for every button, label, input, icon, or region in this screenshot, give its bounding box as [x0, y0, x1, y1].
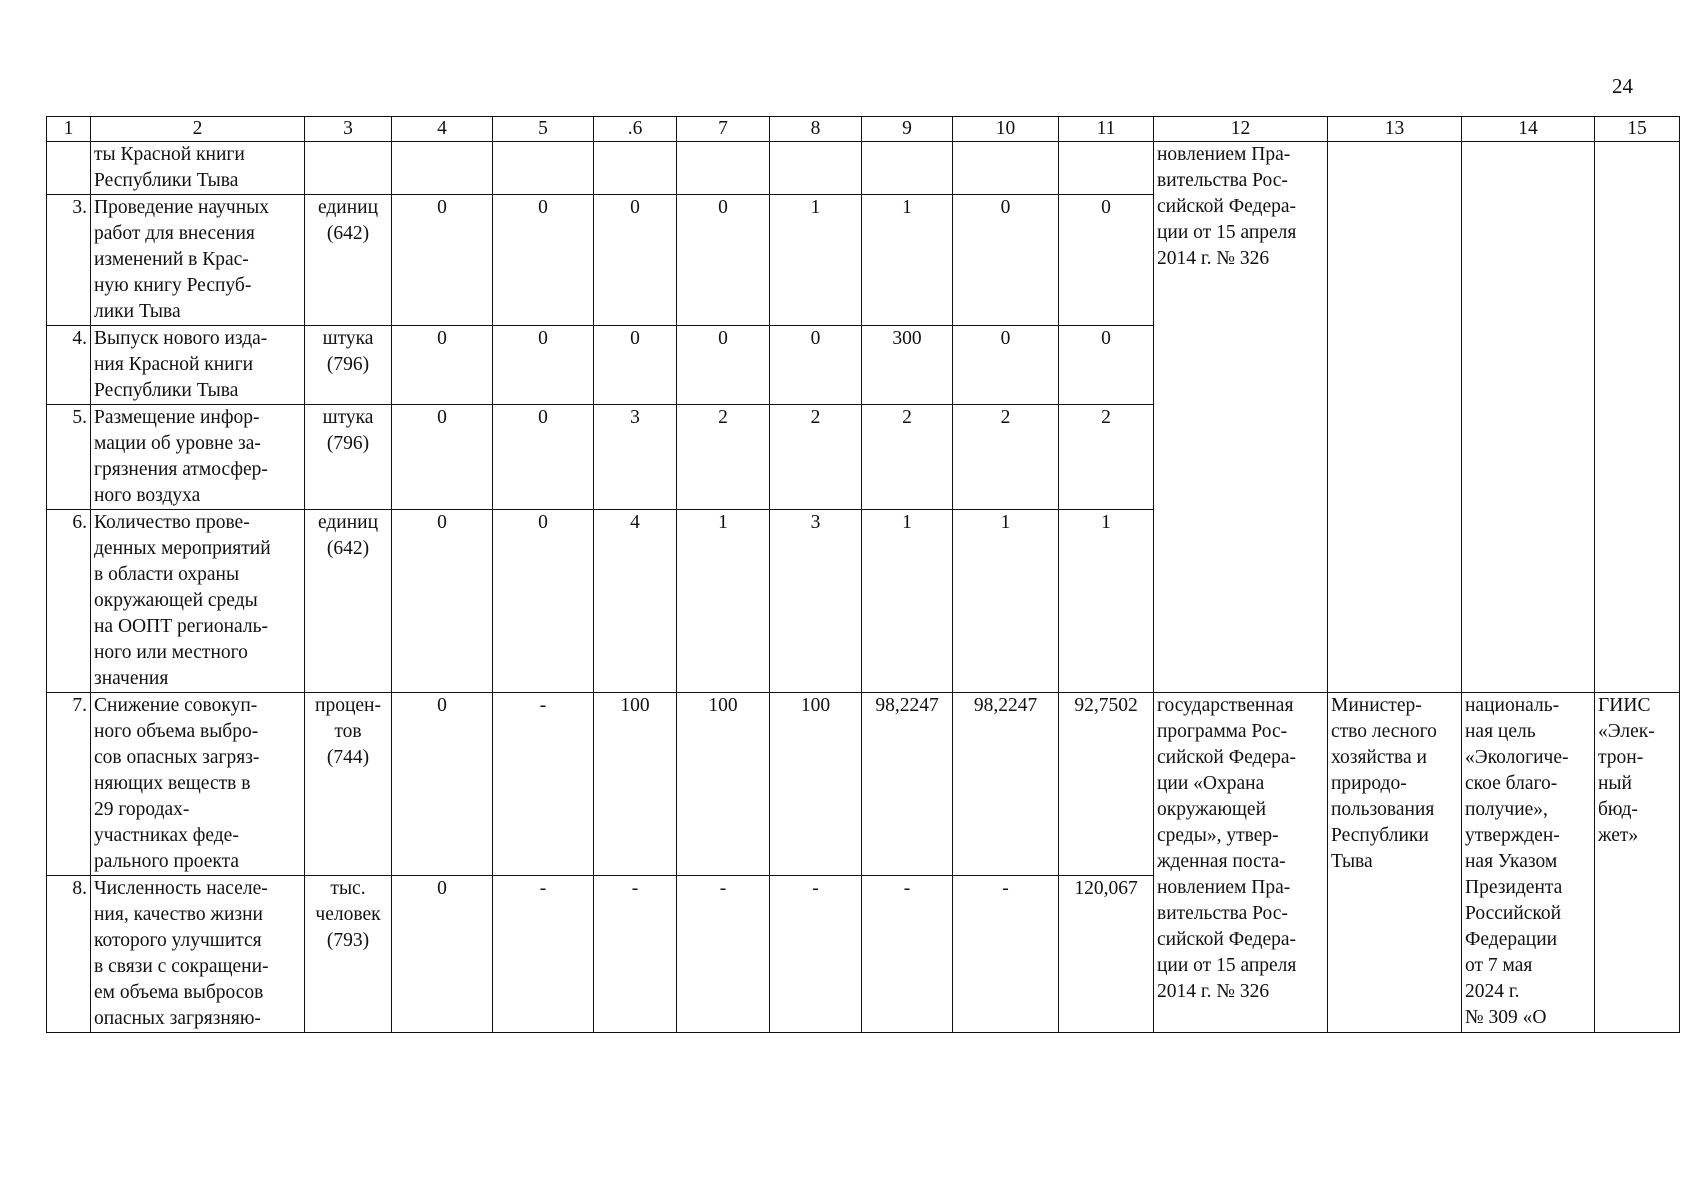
value-cell: [862, 142, 953, 195]
unit-cell: процен- тов (744): [305, 693, 392, 876]
header-cell: 2: [91, 117, 305, 142]
header-cell: 11: [1059, 117, 1154, 142]
value-cell: [493, 142, 594, 195]
value-cell: [1059, 142, 1154, 195]
national-goal-cell: националь- ная цель «Экологиче- ское благо- получие», утвержден- ная Указом Президента Российской Федерации от 7 мая 2024 г. № 309 «О: [1462, 693, 1595, 1033]
header-cell: 14: [1462, 117, 1595, 142]
value-cell: 300: [862, 326, 953, 405]
unit-cell: [305, 142, 392, 195]
value-cell: 0: [392, 326, 493, 405]
value-cell: [677, 142, 770, 195]
value-cell: 2: [862, 405, 953, 510]
legal-basis-cell: новлением Пра- вительства Рос- сийской Федера- ции от 15 апреля 2014 г. № 326: [1154, 142, 1328, 693]
header-cell: 12: [1154, 117, 1328, 142]
value-cell: 98,2247: [862, 693, 953, 876]
value-cell: 0: [392, 405, 493, 510]
header-cell: 4: [392, 117, 493, 142]
value-cell: -: [594, 876, 677, 1033]
header-cell: 15: [1595, 117, 1680, 142]
legal-basis-cell: государственная программа Рос- сийской Федера- ции «Охрана окружающей среды», утвер- жденная поста- новлением Пра- вительства Рос- сийской Федера- ции от 15 апреля 2014 г. № 326: [1154, 693, 1328, 1033]
value-cell: -: [862, 876, 953, 1033]
value-cell: 0: [770, 326, 862, 405]
page-number: 24: [1612, 74, 1633, 98]
header-cell: 9: [862, 117, 953, 142]
value-cell: 0: [493, 326, 594, 405]
value-cell: 2: [677, 405, 770, 510]
unit-cell: штука (796): [305, 326, 392, 405]
header-cell: 5: [493, 117, 594, 142]
header-cell: 1: [47, 117, 91, 142]
value-cell: 0: [392, 693, 493, 876]
row-number: 5.: [47, 405, 91, 510]
indicator-name: Размещение инфор- мации об уровне за- грязнения атмосфер- ного воздуха: [91, 405, 305, 510]
value-cell: 0: [594, 326, 677, 405]
indicator-name: Проведение научных работ для внесения изменений в Крас- ную книгу Респуб- лики Тыва: [91, 195, 305, 326]
value-cell: 3: [770, 510, 862, 693]
row-number: 3.: [47, 195, 91, 326]
value-cell: 1: [953, 510, 1059, 693]
header-row: [47, 117, 1680, 142]
row-number: 4.: [47, 326, 91, 405]
value-cell: 1: [862, 195, 953, 326]
value-cell: [594, 142, 677, 195]
value-cell: 100: [770, 693, 862, 876]
indicators-table: [46, 116, 1680, 1033]
value-cell: 120,067: [1059, 876, 1154, 1033]
value-cell: 3: [594, 405, 677, 510]
unit-cell: штука (796): [305, 405, 392, 510]
value-cell: 2: [953, 405, 1059, 510]
value-cell: 0: [493, 510, 594, 693]
header-cell: 3: [305, 117, 392, 142]
value-cell: -: [493, 876, 594, 1033]
header-cell: 8: [770, 117, 862, 142]
value-cell: 0: [953, 195, 1059, 326]
unit-cell: единиц (642): [305, 510, 392, 693]
value-cell: 1: [677, 510, 770, 693]
table-row: [47, 693, 1680, 876]
info-system-cell-empty: [1595, 142, 1680, 693]
unit-cell: единиц (642): [305, 195, 392, 326]
value-cell: 0: [677, 195, 770, 326]
value-cell: 2: [770, 405, 862, 510]
value-cell: 1: [1059, 510, 1154, 693]
value-cell: 100: [677, 693, 770, 876]
header-cell: 7: [677, 117, 770, 142]
value-cell: 0: [594, 195, 677, 326]
info-system-cell: ГИИС «Элек- трон- ный бюд- жет»: [1595, 693, 1680, 1033]
value-cell: 100: [594, 693, 677, 876]
row-number: [47, 142, 91, 195]
value-cell: 0: [493, 195, 594, 326]
value-cell: [953, 142, 1059, 195]
indicator-name: Выпуск нового изда- ния Красной книги Республики Тыва: [91, 326, 305, 405]
responsible-cell: Министер- ство лесного хозяйства и природо- пользования Республики Тыва: [1328, 693, 1462, 1033]
value-cell: 92,7502: [1059, 693, 1154, 876]
value-cell: 0: [1059, 195, 1154, 326]
indicator-name: Численность населе- ния, качество жизни которого улучшится в связи с сокращени- ем объема выбросов опасных загрязняю-: [91, 876, 305, 1033]
row-number: 7.: [47, 693, 91, 876]
value-cell: 0: [493, 405, 594, 510]
value-cell: 2: [1059, 405, 1154, 510]
value-cell: 0: [1059, 326, 1154, 405]
value-cell: -: [493, 693, 594, 876]
value-cell: 1: [770, 195, 862, 326]
value-cell: 0: [677, 326, 770, 405]
indicator-name: Количество прове- денных мероприятий в области охраны окружающей среды на ООПТ региональ- ного или местного значения: [91, 510, 305, 693]
value-cell: -: [770, 876, 862, 1033]
value-cell: [392, 142, 493, 195]
responsible-cell-empty: [1328, 142, 1462, 693]
row-number: 6.: [47, 510, 91, 693]
value-cell: 1: [862, 510, 953, 693]
value-cell: 0: [392, 510, 493, 693]
value-cell: 0: [392, 195, 493, 326]
value-cell: -: [953, 876, 1059, 1033]
value-cell: 0: [392, 876, 493, 1033]
value-cell: [770, 142, 862, 195]
header-cell: .6: [594, 117, 677, 142]
value-cell: 98,2247: [953, 693, 1059, 876]
value-cell: 4: [594, 510, 677, 693]
unit-cell: тыс. человек (793): [305, 876, 392, 1033]
indicator-name: ты Красной книги Республики Тыва: [91, 142, 305, 195]
row-number: 8.: [47, 876, 91, 1033]
value-cell: -: [677, 876, 770, 1033]
header-cell: 13: [1328, 117, 1462, 142]
value-cell: 0: [953, 326, 1059, 405]
indicator-name: Снижение совокуп- ного объема выбро- сов опасных загряз- няющих веществ в 29 городах- участниках феде- рального проекта: [91, 693, 305, 876]
national-goal-cell-empty: [1462, 142, 1595, 693]
header-cell: 10: [953, 117, 1059, 142]
table-row: [47, 142, 1680, 195]
